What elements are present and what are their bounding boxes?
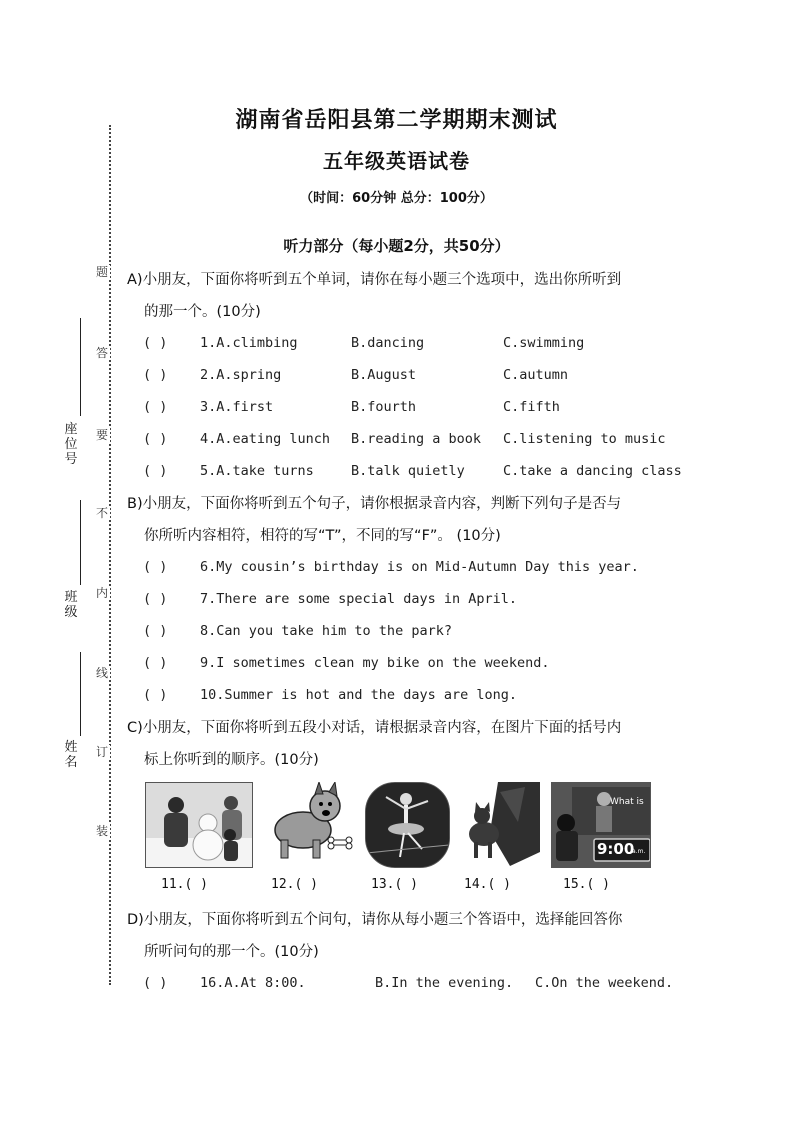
clock-suffix: a.m. <box>632 848 646 855</box>
seat-number-line[interactable] <box>80 318 81 416</box>
option-a: 2.A.spring <box>200 367 282 383</box>
picture-answer-label[interactable]: 12.( ) <box>271 877 318 892</box>
option-a: 3.A.first <box>200 399 274 415</box>
name-label: 姓名 <box>64 740 78 770</box>
answer-blank[interactable]: ( ) <box>143 431 168 447</box>
seal-char: 要 <box>95 428 108 442</box>
answer-blank[interactable]: ( ) <box>143 591 168 607</box>
answer-blank[interactable]: ( ) <box>143 655 168 671</box>
option-a: 1.A.climbing <box>200 335 298 351</box>
classroom-clock-picture <box>551 782 651 868</box>
sentence: 9.I sometimes clean my bike on the weekend. <box>200 655 550 671</box>
answer-blank[interactable]: ( ) <box>143 623 168 639</box>
option-b: B.fourth <box>351 399 417 415</box>
picture-answer-label[interactable]: 15.( ) <box>563 877 610 892</box>
option-b: B.August <box>351 367 417 383</box>
section-c-instruction: C)小朋友，下面你将听到五段小对话，请根据录音内容，在图片下面的括号内 标上你听到的顺序。(10分) <box>127 720 622 768</box>
name-line[interactable] <box>80 652 81 736</box>
dog-with-bone-picture <box>263 782 353 866</box>
option-c: C.take a dancing class <box>503 463 682 479</box>
option-c: C.swimming <box>503 335 585 351</box>
option-a: 4.A.eating lunch <box>200 431 331 447</box>
class-label: 班级 <box>64 590 78 620</box>
option-c: C.fifth <box>503 399 560 415</box>
answer-blank[interactable]: ( ) <box>143 399 168 415</box>
seal-char: 内 <box>95 586 108 600</box>
board-text: What is <box>610 797 644 807</box>
ballerina-picture <box>365 782 450 868</box>
seal-char: 答 <box>95 346 108 360</box>
cat-picture <box>460 782 540 866</box>
seat-number-label: 座位号 <box>64 422 78 467</box>
sentence: 6.My cousin’s birthday is on Mid-Autumn Day this year. <box>200 559 639 575</box>
listening-heading: 听力部分（每小题2分，共50分） <box>283 237 510 255</box>
option-c: C.listening to music <box>503 431 666 447</box>
seal-char: 题 <box>95 265 108 279</box>
answer-blank[interactable]: ( ) <box>143 367 168 383</box>
time-info: （时间：60分钟 总分：100分） <box>300 191 493 206</box>
sentence: 7.There are some special days in April. <box>200 591 517 607</box>
class-line[interactable] <box>80 500 81 585</box>
picture-answer-label[interactable]: 11.( ) <box>161 877 208 892</box>
option-a: 5.A.take turns <box>200 463 314 479</box>
answer-blank[interactable]: ( ) <box>143 559 168 575</box>
seal-char: 订 <box>95 745 108 759</box>
answer-blank[interactable]: ( ) <box>143 975 168 991</box>
section-b-instruction: B)小朋友，下面你将听到五个句子，请你根据录音内容，判断下列句子是否与 你所听内容相符，相符的写“T”，不同的写“F”。 (10分) <box>127 496 622 544</box>
option-b: B.talk quietly <box>351 463 465 479</box>
answer-blank[interactable]: ( ) <box>143 687 168 703</box>
picture-answer-label[interactable]: 14.( ) <box>464 877 511 892</box>
seal-char: 线 <box>95 666 108 680</box>
clock-time: 9:00 <box>597 840 635 858</box>
exam-subtitle: 五年级英语试卷 <box>323 149 470 173</box>
section-d-instruction: D)小朋友，下面你将听到五个问句，请你从每小题三个答语中，选择能回答你 所听问句的那一个。(10分) <box>127 912 623 960</box>
option-c: C.On the weekend. <box>535 975 674 991</box>
seal-char: 不 <box>95 506 108 520</box>
snowman-family-picture <box>145 782 253 868</box>
sentence: 8.Can you take him to the park? <box>200 623 452 639</box>
option-b: B.In the evening. <box>375 975 514 991</box>
answer-blank[interactable]: ( ) <box>143 335 168 351</box>
section-a-instruction: A)小朋友，下面你将听到五个单词，请你在每小题三个选项中，选出你所听到 的那一个。(10分) <box>127 272 622 320</box>
option-b: B.dancing <box>351 335 425 351</box>
sentence: 10.Summer is hot and the days are long. <box>200 687 517 703</box>
seal-char: 装 <box>95 824 108 838</box>
answer-blank[interactable]: ( ) <box>143 463 168 479</box>
picture-answer-label[interactable]: 13.( ) <box>371 877 418 892</box>
option-b: B.reading a book <box>351 431 482 447</box>
option-c: C.autumn <box>503 367 569 383</box>
exam-title: 湖南省岳阳县第二学期期末测试 <box>235 108 558 133</box>
option-a: 16.A.At 8:00. <box>200 975 306 991</box>
